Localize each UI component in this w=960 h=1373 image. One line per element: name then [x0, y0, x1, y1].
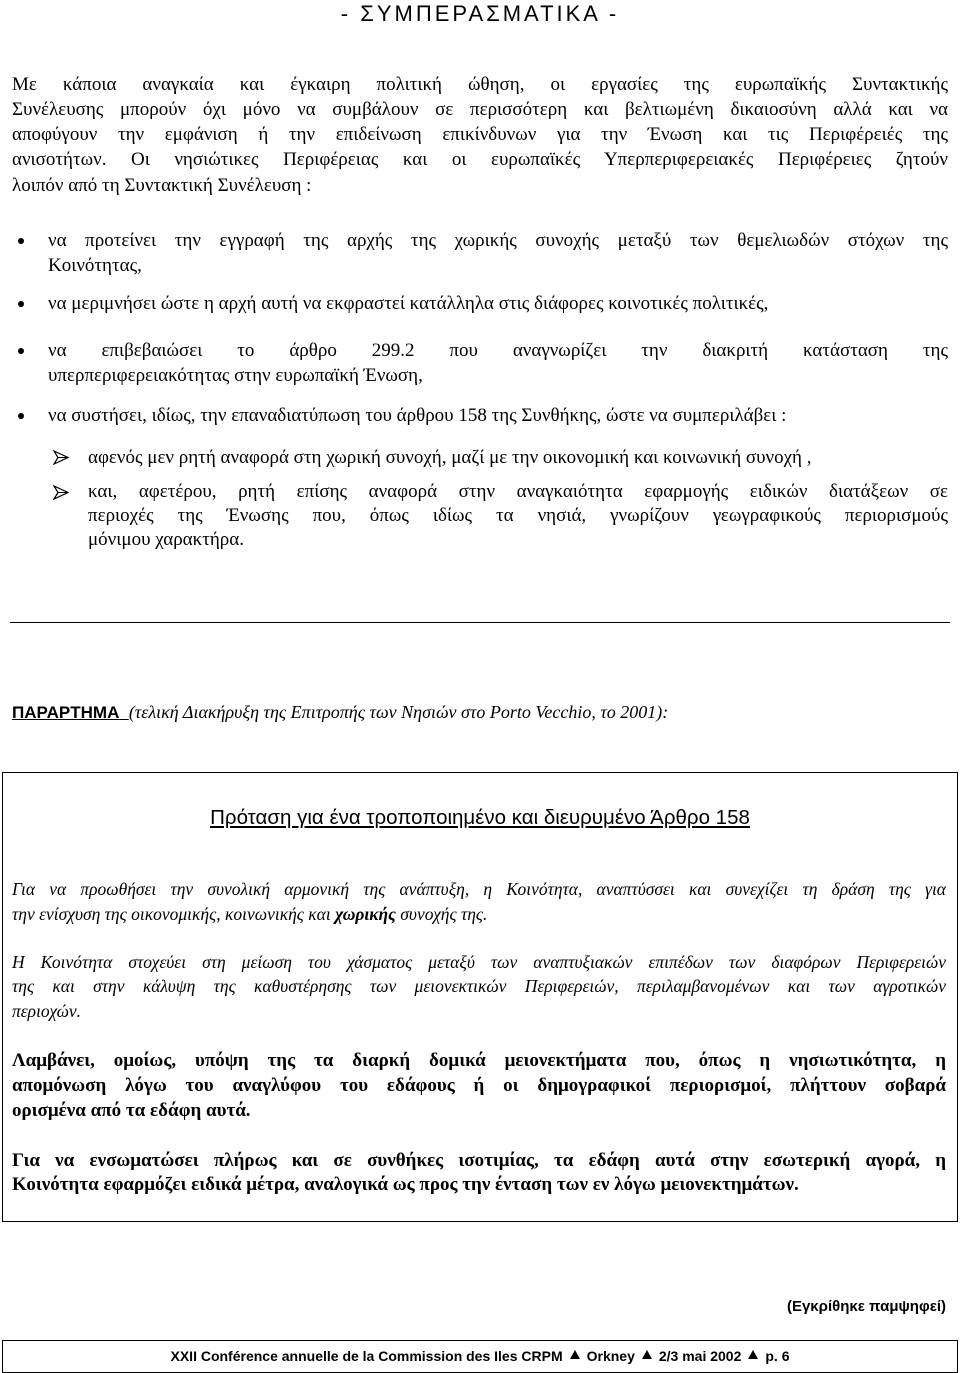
proposal-line: της και στην κάλυψη της καθυστέρησης των μειονεκτικών Περιφερειών, περιλαμβανομένων και των αγροτικών	[12, 976, 946, 996]
footer-conference: XXII Conférence annuelle de la Commission des Iles CRPM	[170, 1348, 563, 1364]
proposal-line: Κοινότητα εφαρμόζει ειδικά μέτρα, αναλογικά ως προς την ένταση των εν λόγω μειονεκτημάτων.	[12, 1174, 799, 1195]
footer-location: Orkney	[586, 1348, 635, 1364]
section-divider	[10, 622, 950, 623]
proposal-paragraph	[12, 1149, 946, 1198]
footer-date: 2/3 mai 2002	[658, 1348, 742, 1364]
proposal-line: απομόνωση λόγω του αναγλύφου του εδάφους ή οι δημογραφικοί περιορισμοί, πλήττουν σοβαρά	[12, 1074, 946, 1096]
sub-bullet-line: μόνιμου χαρακτήρα.	[88, 528, 244, 550]
intro-paragraph	[12, 72, 948, 198]
approval-note: (Εγκρίθηκε παμψηφεί)	[786, 1298, 946, 1315]
proposal-paragraph	[12, 877, 946, 927]
annex-heading	[12, 700, 668, 726]
triangle-separator-icon	[642, 1350, 652, 1359]
bullet-line: να συστήσει, ιδίως, την επαναδιατύπωση του άρθρου 158 της Συνθήκης, ώστε να συμπεριλάβει :	[48, 404, 787, 426]
bullet-icon	[18, 238, 24, 244]
proposal-text: συνοχής της.	[395, 903, 488, 924]
emphasis-text: χωρικής	[335, 903, 396, 924]
intro-line: Συνέλευσης μπορούν όχι μόνο να συμβάλουν σε περισσότερη και βελτιωμένη δικαιοσύνη αλλά και να	[12, 98, 948, 120]
annex-caption: (τελική Διακήρυξη της Επιτροπής των Νησιών στο Porto Vecchio, το 2001):	[128, 702, 669, 722]
proposal-line: ορισμένα από τα εδάφη αυτά.	[12, 1099, 251, 1121]
proposal-paragraph	[12, 1048, 946, 1123]
sub-bullet-line: αφενός μεν ρητή αναφορά στη χωρική συνοχή, μαζί με την οικονομική και κοινωνική συνοχή ,	[88, 446, 812, 468]
bullet-item	[48, 338, 948, 388]
intro-line: Με κάποια αναγκαία και έγκαιρη πολιτική ώθηση, οι εργασίες της ευρωπαϊκής Συντακτικής	[12, 73, 948, 95]
page-title: - ΣΥΜΠΕΡΑΣΜΑΤΙΚΑ -	[340, 1, 620, 26]
proposal-line: Λαμβάνει, ομοίως, υπόψη της τα διαρκή δομικά μειονεκτήματα που, όπως η νησιωτικότητα, η	[12, 1049, 946, 1071]
bullet-item	[48, 291, 948, 316]
sub-bullet-item	[88, 480, 948, 552]
arrowhead-bullet-icon	[53, 485, 69, 500]
bullet-icon	[18, 348, 24, 354]
footer-page-number: p. 6	[765, 1348, 790, 1364]
proposal-line: Η Κοινότητα στοχεύει στη μείωση του χάσματος μεταξύ των αναπτυξιακών επιπέδων των διαφόρων Περιφερειών	[12, 951, 946, 972]
intro-line: ανισοτήτων. Οι νησιώτικες Περιφέρειας και οι ευρωπαϊκές Υπερπεριφερειακές Περιφέρειες ζητούν	[12, 149, 948, 171]
bullet-item	[48, 403, 948, 428]
triangle-separator-icon	[570, 1350, 580, 1359]
bullet-icon	[18, 413, 24, 419]
proposal-title: Πρόταση για ένα τροποποιημένο και διευρυμένο Άρθρο 158	[210, 806, 750, 829]
sub-bullet-item	[88, 445, 948, 470]
page-footer	[2, 1340, 958, 1373]
proposal-paragraph	[12, 950, 946, 1024]
bullet-line: να μεριμνήσει ώστε η αρχή αυτή να εκφραστεί κατάλληλα στις διάφορες κοινοτικές πολιτικές,	[48, 292, 769, 314]
triangle-separator-icon	[748, 1350, 758, 1359]
sub-bullet-line: περιοχές της Ένωσης που, όπως ιδίως τα νησιά, γνωρίζουν γεωγραφικούς περιορισμούς	[88, 504, 948, 526]
intro-line: αποφύγουν την εμφάνιση ή την επιδείνωση επικίνδυνων για την Ένωση και τις Περιφέρειές της	[12, 124, 948, 145]
proposal-line: Για να προωθήσει την συνολική αρμονική της ανάπτυξη, η Κοινότητα, αναπτύσσει και συνεχίζει τη δράση της για	[12, 878, 946, 899]
bullet-icon	[18, 301, 24, 307]
proposal-line	[12, 902, 946, 927]
bullet-line: να επιβεβαιώσει το άρθρο 299.2 που αναγνωρίζει την διακριτή κατάσταση της	[48, 339, 948, 361]
bullet-line: υπερπεριφερειακότητας στην ευρωπαϊκή Ένωση,	[48, 364, 423, 386]
bullet-line: Κοινότητας,	[48, 254, 142, 276]
proposal-line: Για να ενσωματώσει πλήρως και σε συνθήκες ισοτιμίας, τα εδάφη αυτά στην εσωτερική αγορά, η	[12, 1149, 946, 1171]
bullet-line: να προτείνει την εγγραφή της αρχής της χωρικής συνοχής μεταξύ των θεμελιωδών στόχων της	[48, 229, 948, 251]
annex-label: ΠΑΡΑΡΤΗΜΑ	[12, 703, 120, 722]
bullet-item	[48, 228, 948, 278]
sub-bullet-line: και, αφετέρου, ρητή επίσης αναφορά στην αναγκαιότητα εφαρμογής ειδικών διατάξεων σε	[88, 480, 948, 502]
intro-line: λοιπόν από τη Συντακτική Συνέλευση :	[12, 174, 312, 196]
proposal-text: την ενίσχυση της οικονομικής, κοινωνικής και	[12, 903, 336, 924]
proposal-line: περιοχών.	[12, 1000, 82, 1021]
arrowhead-bullet-icon	[53, 450, 69, 465]
